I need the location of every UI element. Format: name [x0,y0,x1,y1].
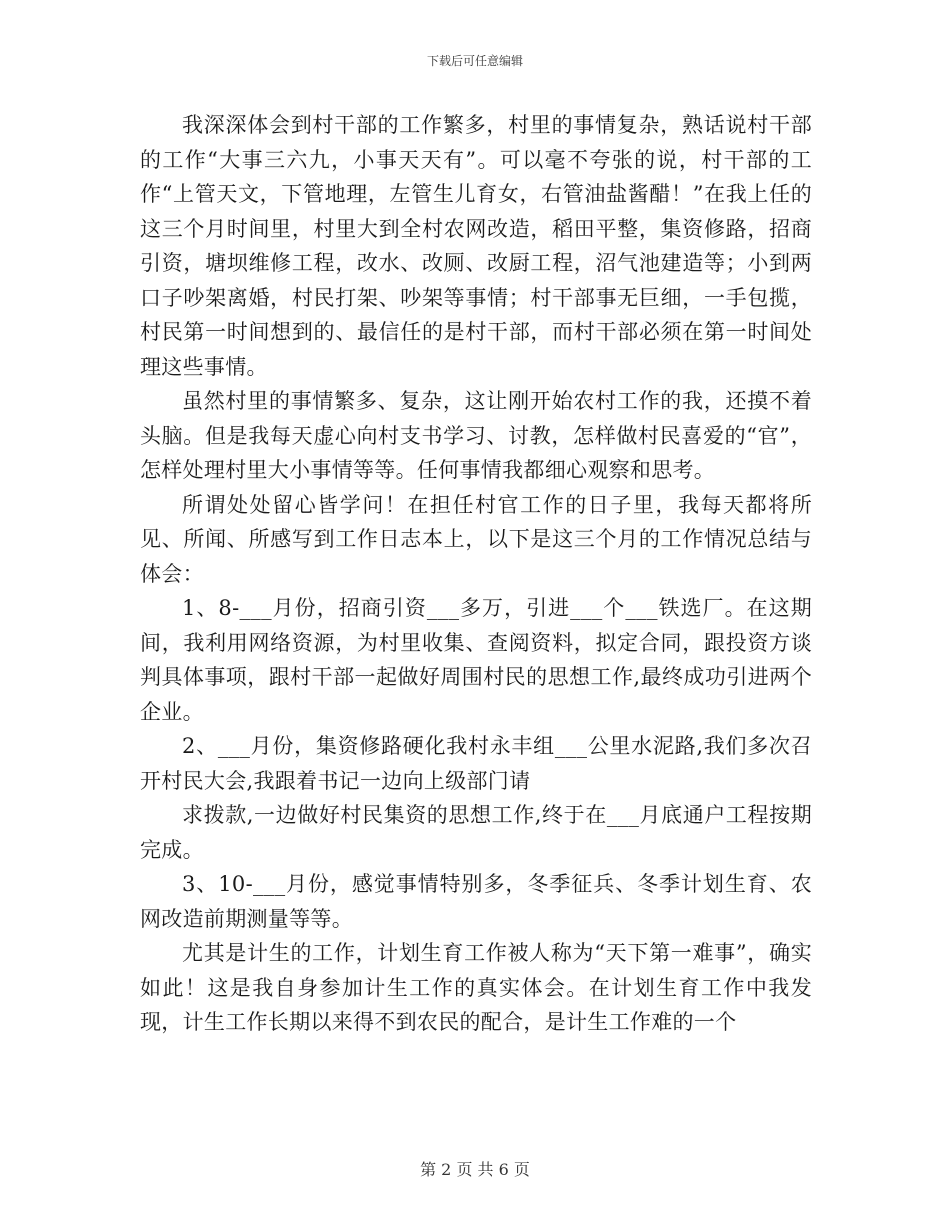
page-header: 下载后可任意编辑 [426,54,523,68]
paragraph-6: 求拨款,一边做好村民集资的思想工作,终于在___月底通户工程按期完成。 [140,803,812,862]
page-footer: 第 2 页 共 6 页 [420,1160,530,1179]
paragraph-4: 1、8-___月份，招商引资___多万，引进___个___铁选厂。在这期间，我利用网络资源，为村里收集、查阅资料，拟定合同，跟投资方谈判具体事项，跟村干部一起做好周围村民的思想工作,最终成功引进两个企业。 [140,596,812,724]
document-body [140,108,812,1040]
paragraph-7: 3、10-___月份，感觉事情特别多，冬季征兵、冬季计划生育、农网改造前期测量等等。 [140,872,812,931]
paragraph-8: 尤其是计生的工作，计划生育工作被人称为“天下第一难事”，确实如此！这是我自身参加计生工作的真实体会。在计划生育工作中我发现，计生工作长期以来得不到农民的配合，是计生工作难的一个 [140,941,812,1034]
paragraph-5: 2、___月份，集资修路硬化我村永丰组___公里水泥路,我们多次召开村民大会,我跟着书记一边向上级部门请 [140,734,812,793]
paragraph-3: 所谓处处留心皆学问！在担任村官工作的日子里，我每天都将所见、所闻、所感写到工作日志本上，以下是这三个月的工作情况总结与体会： [140,492,812,586]
paragraph-2: 虽然村里的事情繁多、复杂，这让刚开始农村工作的我，还摸不着头脑。但是我每天虚心向村支书学习、讨教，怎样做村民喜爱的“官”，怎样处理村里大小事情等等。任何事情我都细心观察和思考。 [140,389,812,482]
paragraph-1: 我深深体会到村干部的工作繁多，村里的事情复杂，熟话说村干部的工作“大事三六九，小事天天有”。可以毫不夸张的说，村干部的工作“上管天文，下管地理，左管生儿育女，右管油盐酱醋！”在我上任的这三个月时间里，村里大到全村农网改造，稻田平整，集资修路，招商引资，塘坝维修工程，改水、改厕、改厨工程，沼气池建造等；小到两口子吵架离婚，村民打架、吵架等事情；村干部事无巨细，一手包揽，村民第一时间想到的、最信任的是村干部，而村干部必须在第一时间处理这些事情。 [140,113,812,379]
